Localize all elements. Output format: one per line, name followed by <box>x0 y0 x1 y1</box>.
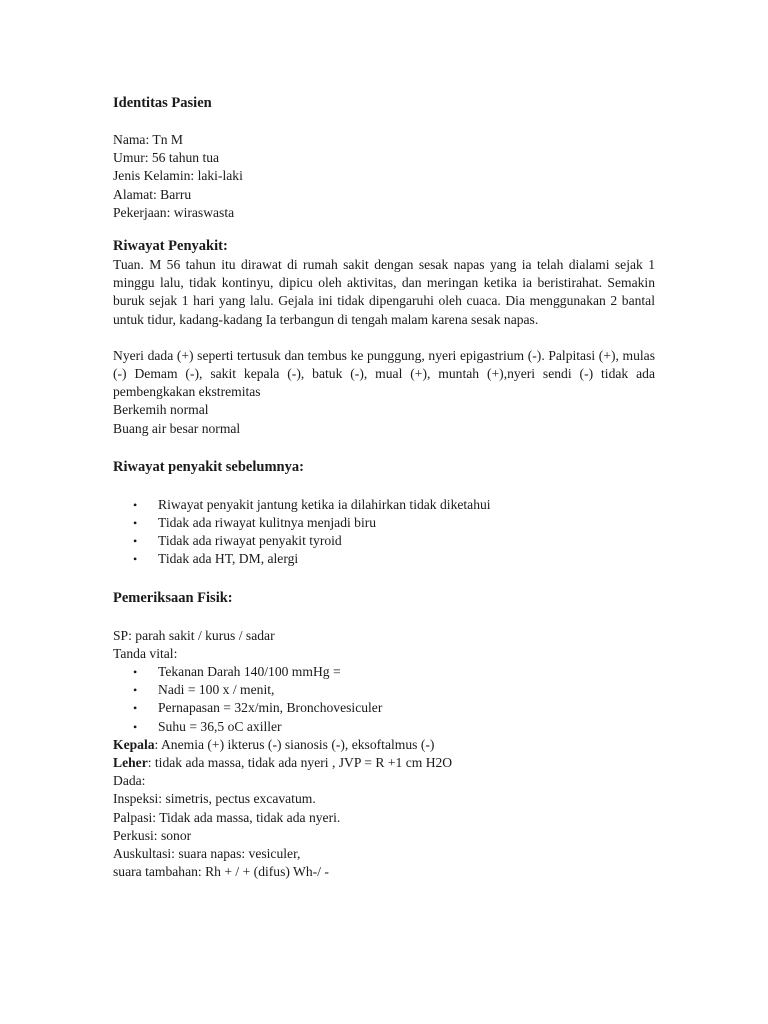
list-item: • Tidak ada riwayat penyakit tyroid <box>113 532 655 550</box>
riwayat-bab: Buang air besar normal <box>113 420 241 436</box>
kepala-label: Kepala <box>113 736 155 752</box>
list-item: • Pernapasan = 32x/min, Bronchovesiculer <box>113 699 655 717</box>
heading-riwayat-penyakit: Riwayat Penyakit: <box>113 238 228 255</box>
pemeriksaan-kepala <box>113 736 655 754</box>
pemeriksaan-palpasi: Palpasi: Tidak ada massa, tidak ada nyeri. <box>113 809 341 825</box>
tanda-vital-label: Tanda vital: <box>113 645 178 661</box>
pemeriksaan-sp: SP: parah sakit / kurus / sadar <box>113 627 275 643</box>
list-item: • Suhu = 36,5 oC axiller <box>113 718 655 736</box>
riwayat-berkemih: Berkemih normal <box>113 402 209 418</box>
list-item: • Riwayat penyakit jantung ketika ia dilahirkan tidak diketahui <box>113 496 655 514</box>
list-item: • Tidak ada riwayat kulitnya menjadi biru <box>113 514 655 532</box>
identitas-pekerjaan: Pekerjaan: wiraswasta <box>113 204 235 220</box>
riwayat-paragraph-1: Tuan. M 56 tahun itu dirawat di rumah sakit dengan sesak napas yang ia telah dialami sejak 1 minggu lalu, tidak kontinyu, dipicu oleh aktivitas, dan meringan ketika ia beristirahat. Semakin buruk sejak 1 hari yang lalu. Gejala ini tidak dipengaruhi oleh cuaca. Dia menggunakan 2 bantal untuk tidur, kadang-kadang Ia terbangun di tengah malam karena sesak napas. <box>113 257 655 327</box>
bullet-icon: • <box>133 665 138 680</box>
list-item: • Tidak ada HT, DM, alergi <box>113 550 655 568</box>
bullet-icon: • <box>133 683 138 698</box>
document-page <box>113 93 655 882</box>
kepala-text: : Anemia (+) ikterus (-) sianosis (-), eksoftalmus (-) <box>154 736 435 752</box>
riwayat-sebelumnya-list <box>113 496 655 569</box>
pemeriksaan-inspeksi: Inspeksi: simetris, pectus excavatum. <box>113 791 316 807</box>
pemeriksaan-leher <box>113 754 655 772</box>
identitas-nama: Nama: Tn M <box>113 132 183 147</box>
leher-label: Leher <box>113 755 148 771</box>
heading-pemeriksaan-fisik: Pemeriksaan Fisik: <box>113 589 233 606</box>
bullet-icon: • <box>133 497 138 512</box>
pemeriksaan-dada: Dada: <box>113 773 146 789</box>
pemeriksaan-auskultasi: Auskultasi: suara napas: vesiculer, <box>113 846 301 862</box>
heading-identitas: Identitas Pasien <box>113 95 212 111</box>
list-item: • Nadi = 100 x / menit, <box>113 681 655 699</box>
bullet-icon: • <box>133 552 138 567</box>
list-item: • Tekanan Darah 140/100 mmHg = <box>113 663 655 681</box>
tanda-vital-list <box>113 663 655 736</box>
bullet-icon: • <box>133 516 138 531</box>
identitas-jenis-kelamin: Jenis Kelamin: laki-laki <box>113 168 243 184</box>
identitas-alamat: Alamat: Barru <box>113 186 192 202</box>
pemeriksaan-suara-tambahan: suara tambahan: Rh + / + (difus) Wh-/ - <box>113 864 329 880</box>
identitas-umur: Umur: 56 tahun tua <box>113 150 220 166</box>
riwayat-paragraph-2: Nyeri dada (+) seperti tertusuk dan tembus ke punggung, nyeri epigastrium (-). Palpitasi (+), mulas (-) Demam (-), sakit kepala (-), batuk (-), mual (+), muntah (+),nyeri sendi (-) tidak ada pembengkakan ekstremitas <box>113 347 655 400</box>
heading-riwayat-sebelumnya: Riwayat penyakit sebelumnya: <box>113 458 304 475</box>
leher-text: : tidak ada massa, tidak ada nyeri , JVP = R +1 cm H2O <box>147 755 453 771</box>
bullet-icon: • <box>133 719 138 734</box>
bullet-icon: • <box>133 534 138 549</box>
bullet-icon: • <box>133 701 138 716</box>
pemeriksaan-perkusi: Perkusi: sonor <box>113 827 192 843</box>
